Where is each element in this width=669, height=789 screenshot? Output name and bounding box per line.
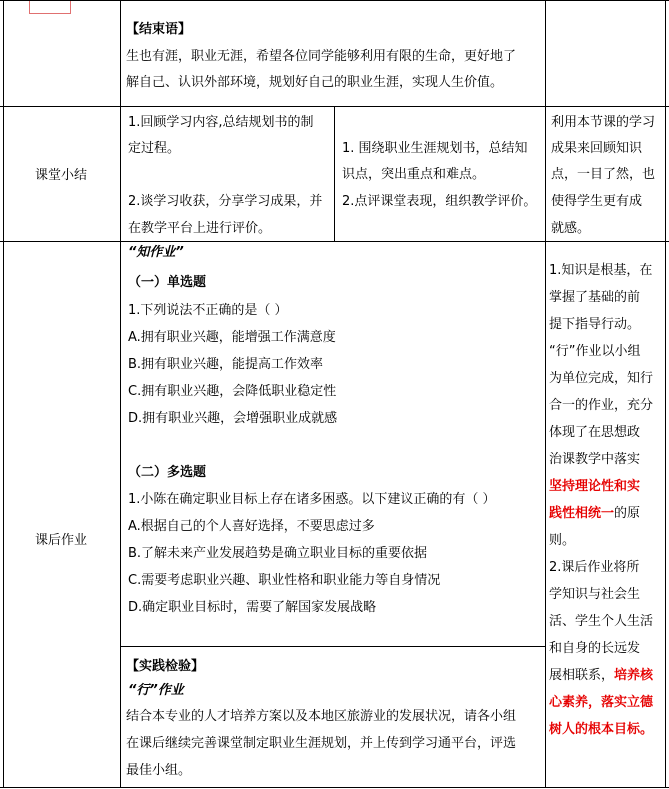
practice-divider [120,646,545,647]
summary-intent-3: 点，一目了然，也 [551,167,656,182]
summary-intent-1: 利用本节课的学习 [551,115,656,130]
hw-intent-1: 1.知识是根基，在 [549,263,653,278]
hw-intent-red-3: 培养核 [614,668,654,683]
multi-choice-title: （二）多选题 [128,465,207,480]
hw-intent-13: 和自身的长远发 [549,641,641,656]
closing-line-1: 生也有涯，职业无涯，希望各位同学能够利用有限的生命，更好地了 [126,49,517,64]
summary-intent-5: 就感。 [551,221,591,236]
closing-heading: 【结束语】 [126,22,192,37]
q1-option-d: D.拥有职业兴趣，会增强职业成就感 [128,411,338,426]
single-choice-title: （一）单选题 [128,275,207,290]
hw-intent-5: 为单位完成，知行 [549,371,654,386]
q2-option-d: D.确定职业目标时，需要了解国家发展战略 [128,600,377,615]
hw-intent-red-2: 践性相统一 [549,506,615,521]
summary-student-3: 2.谈学习收获，分享学习成果，并 [128,194,323,209]
hw-intent-6: 合一的作业，充分 [549,398,654,413]
hw-intent-red-2-line [549,505,640,523]
col-divider-mid [334,106,335,241]
q1-stem: 1.下列说法不正确的是（ ） [128,303,288,318]
right-border [665,0,666,788]
summary-teacher-1: 1. 围绕职业生涯规划书，总结知 [342,141,528,156]
hw-intent-after: 的原 [614,506,641,521]
q1-option-b: B.拥有职业兴趣，能提高工作效率 [128,357,324,372]
hw-intent-14-line [549,667,653,685]
col-divider-1 [120,0,121,788]
hw-intent-red-4: 心素养，落实立德 [549,695,654,710]
summary-student-4: 在教学平台上进行评价。 [128,221,272,236]
summary-student-1: 1.回顾学习内容,总结规划书的制 [128,115,314,130]
row-divider-2 [0,241,669,242]
q2-stem: 1.小陈在确定职业目标上存在诸多困惑。以下建议正确的有（ ） [128,492,496,507]
left-border [3,0,4,788]
closing-line-2: 解自己、认识外部环境，规划好自己的职业生涯，实现人生价值。 [126,75,504,90]
hw-intent-9: 则。 [549,533,576,548]
xing-title: “行”作业 [128,683,184,698]
homework-label: 课后作业 [35,533,88,548]
q2-option-a: A.根据自己的个人喜好选择，不要思虑过多 [128,519,375,534]
hw-intent-12: 活、学生个人生活 [549,614,654,629]
summary-intent-4: 使得学生更有成 [551,194,643,209]
hw-intent-10: 2.课后作业将所 [549,560,640,575]
q1-option-c: C.拥有职业兴趣，会降低职业稳定性 [128,384,337,399]
q1-option-a: A.拥有职业兴趣，能增强工作满意度 [128,330,336,345]
practice-line-2: 在课后继续完善课堂制定职业生涯规划，并上传到学习通平台，评选 [126,736,517,751]
hw-intent-11: 学知识与社会生 [549,587,641,602]
hw-intent-8: 治课教学中落实 [549,452,641,467]
summary-intent-2: 成果来回顾知识 [551,141,643,156]
q2-option-b: B.了解未来产业发展趋势是确立职业目标的重要依据 [128,546,428,561]
hw-intent-3: 提下指导行动。 [549,317,641,332]
practice-line-1: 结合本专业的人才培养方案以及本地区旅游业的发展状况，请各小组 [126,709,517,724]
col-divider-2 [545,0,546,788]
summary-label: 课堂小结 [35,168,88,183]
q2-option-c: C.需要考虑职业兴趣、职业性格和职业能力等自身情况 [128,573,441,588]
top-border [0,0,669,1]
hw-intent-4: “行”作业以小组 [549,344,641,359]
hw-intent-14: 展相联系， [549,668,615,683]
red-corner-mark [29,0,71,14]
hw-intent-2: 掌握了基础的前 [549,290,641,305]
summary-teacher-2: 识点，突出重点和难点。 [342,167,486,182]
bottom-border [0,787,669,788]
practice-line-3: 最佳小组。 [126,763,192,778]
summary-student-2: 定过程。 [128,141,181,156]
zhi-title: “知作业” [128,245,184,260]
hw-intent-red-5: 树人的根本目标。 [549,722,654,737]
hw-intent-7: 体现了在思想政 [549,425,641,440]
summary-teacher-3: 2.点评课堂表现，组织教学评价。 [342,194,537,209]
practice-heading: 【实践检验】 [126,659,205,674]
hw-intent-red-1: 坚持理论性和实 [549,479,641,494]
